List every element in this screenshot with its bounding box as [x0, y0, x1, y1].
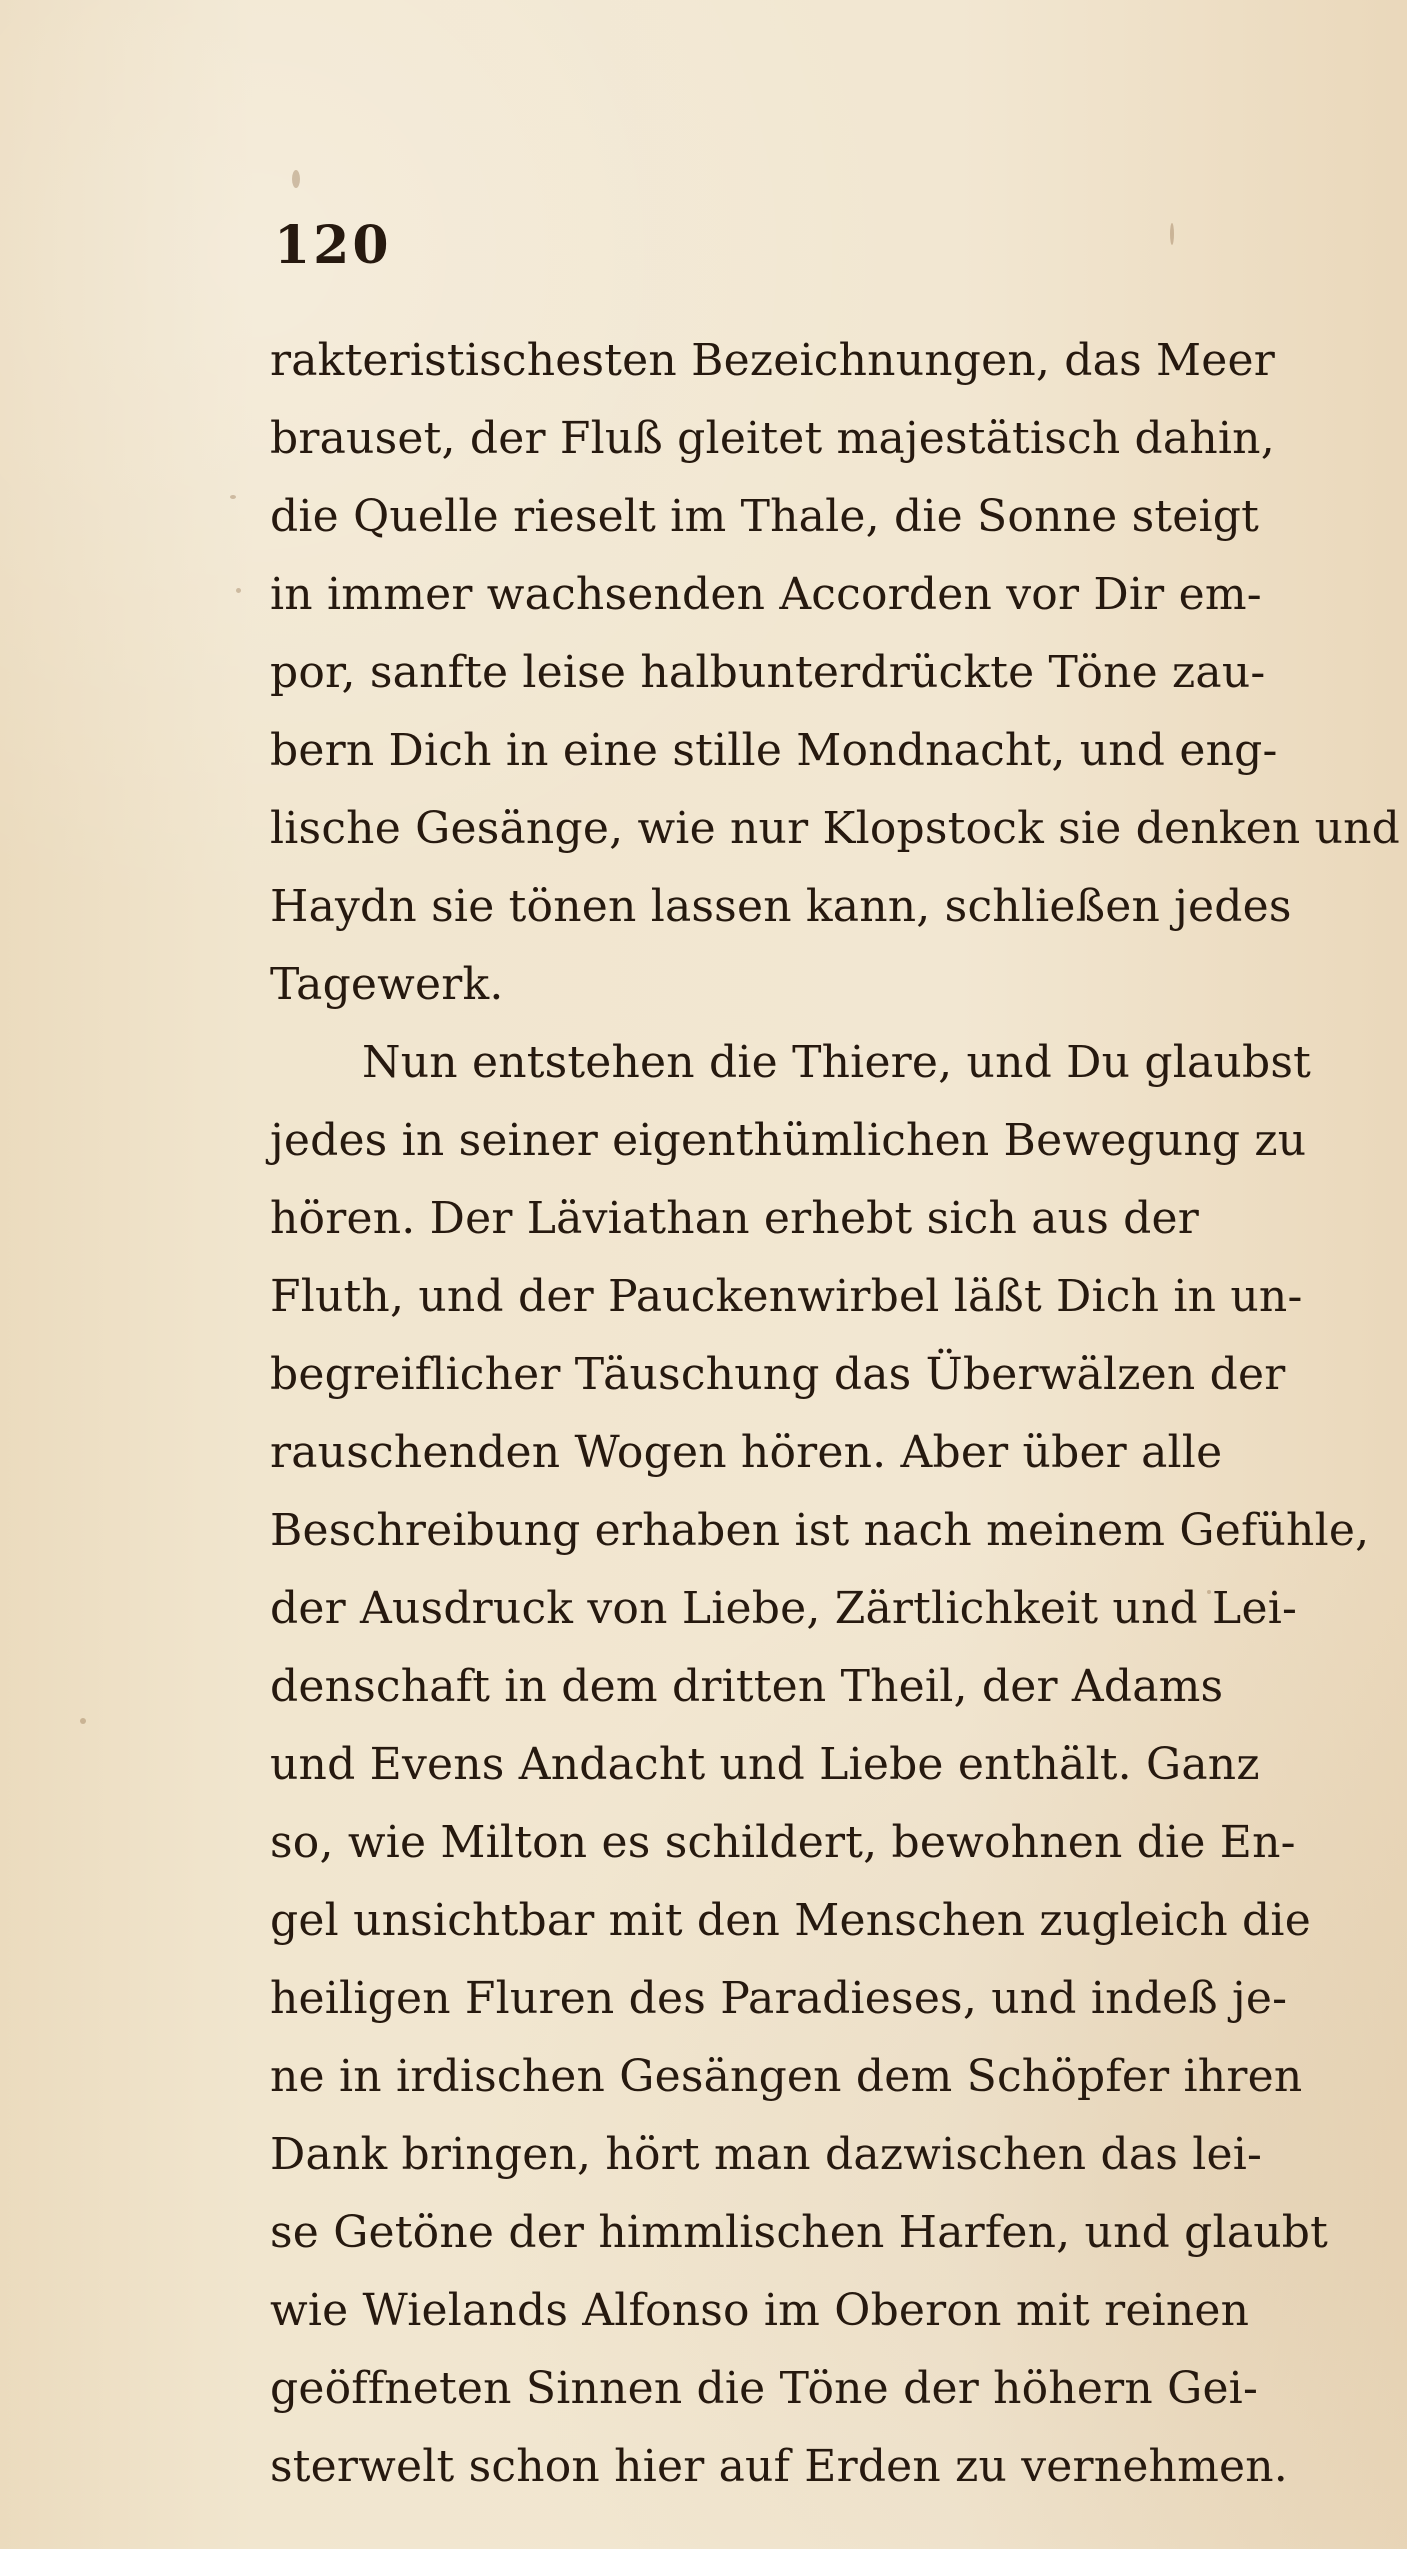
paper-speck — [236, 588, 241, 593]
page-number: 120 — [274, 215, 392, 276]
text-line-9: Tagewerk. — [270, 959, 504, 1010]
text-line-24: Dank bringen, hört man dazwischen das lei- — [270, 2129, 1263, 2180]
text-line-7: lische Gesänge, wie nur Klopstock sie denken und — [270, 803, 1401, 854]
text-line-16: Beschreibung erhaben ist nach meinem Gefühle, — [270, 1505, 1370, 1556]
text-line-21: gel unsichtbar mit den Menschen zugleich die — [270, 1895, 1311, 1946]
text-line-22: heiligen Fluren des Paradieses, und indeß je- — [270, 1973, 1288, 2024]
text-line-17: der Ausdruck von Liebe, Zärtlichkeit und Lei- — [270, 1583, 1298, 1634]
text-line-1: rakteristischesten Bezeichnungen, das Meer — [270, 335, 1276, 386]
body-text — [270, 322, 1407, 2506]
paper-speck — [292, 170, 300, 188]
text-line-2: brauset, der Fluß gleitet majestätisch dahin, — [270, 413, 1275, 464]
paper-speck — [80, 1718, 86, 1724]
text-line-3: die Quelle rieselt im Thale, die Sonne steigt — [270, 491, 1259, 542]
text-line-26: wie Wielands Alfonso im Oberon mit reinen — [270, 2285, 1250, 2336]
paper-speck — [1170, 223, 1174, 245]
text-line-18: denschaft in dem dritten Theil, der Adams — [270, 1661, 1224, 1712]
text-line-12: hören. Der Läviathan erhebt sich aus der — [270, 1193, 1200, 1244]
text-line-20: so, wie Milton es schildert, bewohnen die En- — [270, 1817, 1296, 1868]
text-line-14: begreiflicher Täuschung das Überwälzen der — [270, 1349, 1286, 1400]
text-line-15: rauschenden Wogen hören. Aber über alle — [270, 1427, 1223, 1478]
text-line-27: geöffneten Sinnen die Töne der höhern Gei- — [270, 2363, 1259, 2414]
text-line-13: Fluth, und der Pauckenwirbel läßt Dich in un- — [270, 1271, 1303, 1322]
paper-speck — [230, 495, 236, 499]
text-line-5: por, sanfte leise halbunterdrückte Töne zau- — [270, 647, 1266, 698]
text-line-6: bern Dich in eine stille Mondnacht, und eng- — [270, 725, 1278, 776]
text-line-25: se Getöne der himmlischen Harfen, und glaubt — [270, 2207, 1329, 2258]
text-line-28: sterwelt schon hier auf Erden zu vernehmen. — [270, 2441, 1288, 2492]
text-line-10: Nun entstehen die Thiere, und Du glaubst — [362, 1037, 1311, 1088]
text-line-11: jedes in seiner eigenthümlichen Bewegung zu — [270, 1115, 1307, 1166]
text-line-19: und Evens Andacht und Liebe enthält. Ganz — [270, 1739, 1260, 1790]
text-line-8: Haydn sie tönen lassen kann, schließen jedes — [270, 881, 1292, 932]
text-line-23: ne in irdischen Gesängen dem Schöpfer ihren — [270, 2051, 1303, 2102]
text-line-4: in immer wachsenden Accorden vor Dir em- — [270, 569, 1262, 620]
